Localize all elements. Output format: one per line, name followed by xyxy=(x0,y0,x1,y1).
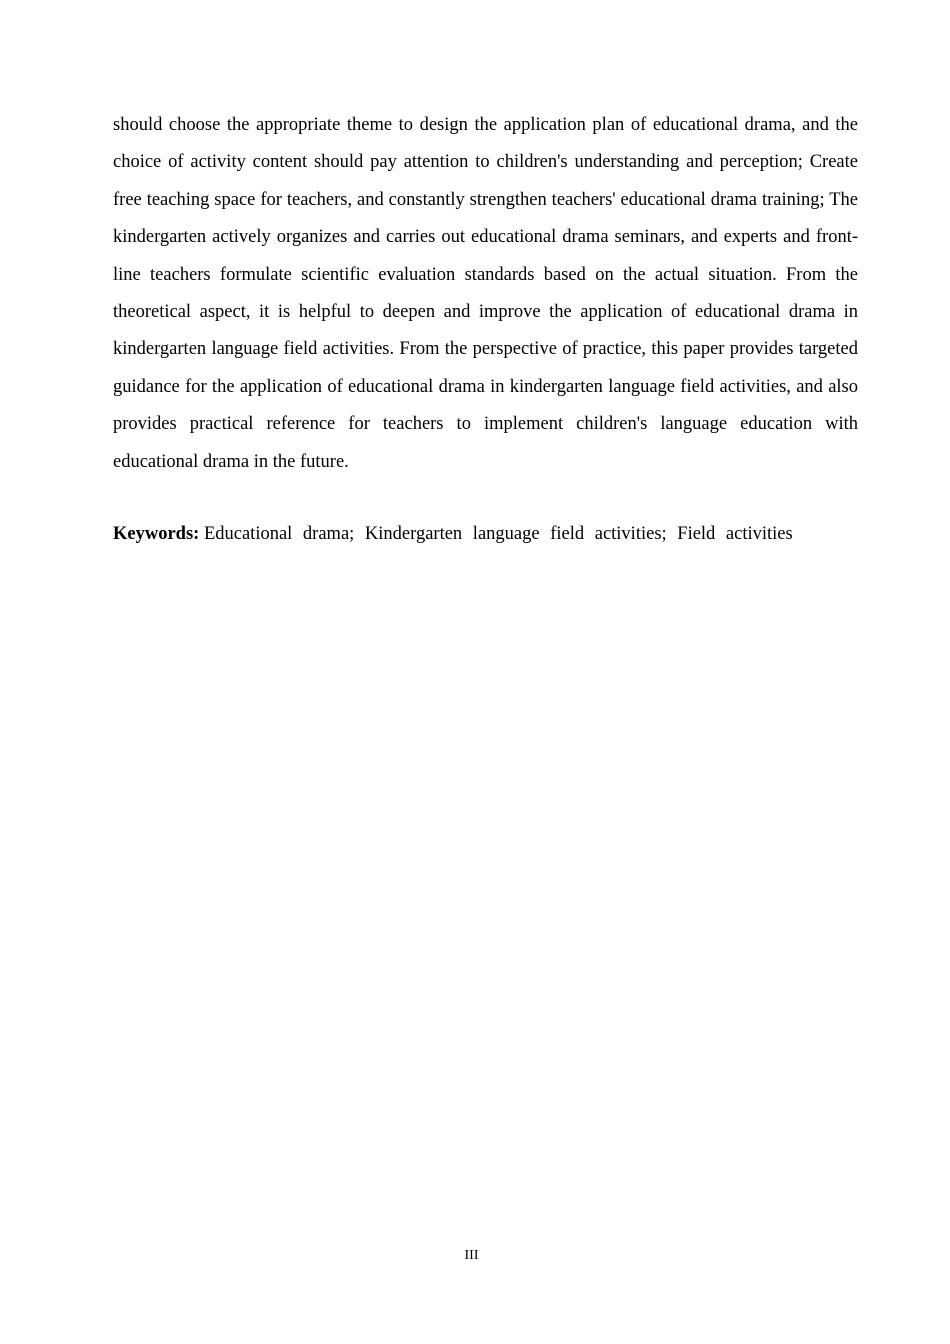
abstract-paragraph: should choose the appropriate theme to design the application plan of educational drama, and the choice of activity content should pay attention to children's understanding and perception; Create free teaching space for teachers, and constantly strengthen teachers' educational drama training; The kindergarten actively organizes and carries out educational drama seminars, and experts and front-line teachers formulate scientific evaluation standards based on the actual situation. From the theoretical aspect, it is helpful to deepen and improve the application of educational drama in kindergarten language field activities. From the perspective of practice, this paper provides targeted guidance for the application of educational drama in kindergarten language field activities, and also provides practical reference for teachers to implement children's language education with educational drama in the future. xyxy=(113,115,858,472)
page-number: III xyxy=(464,1248,479,1263)
keywords-value: Educational drama; Kindergarten language field activities; Field activities xyxy=(203,524,793,544)
keywords-line xyxy=(113,516,858,553)
keywords-label: Keywords: xyxy=(113,524,200,544)
